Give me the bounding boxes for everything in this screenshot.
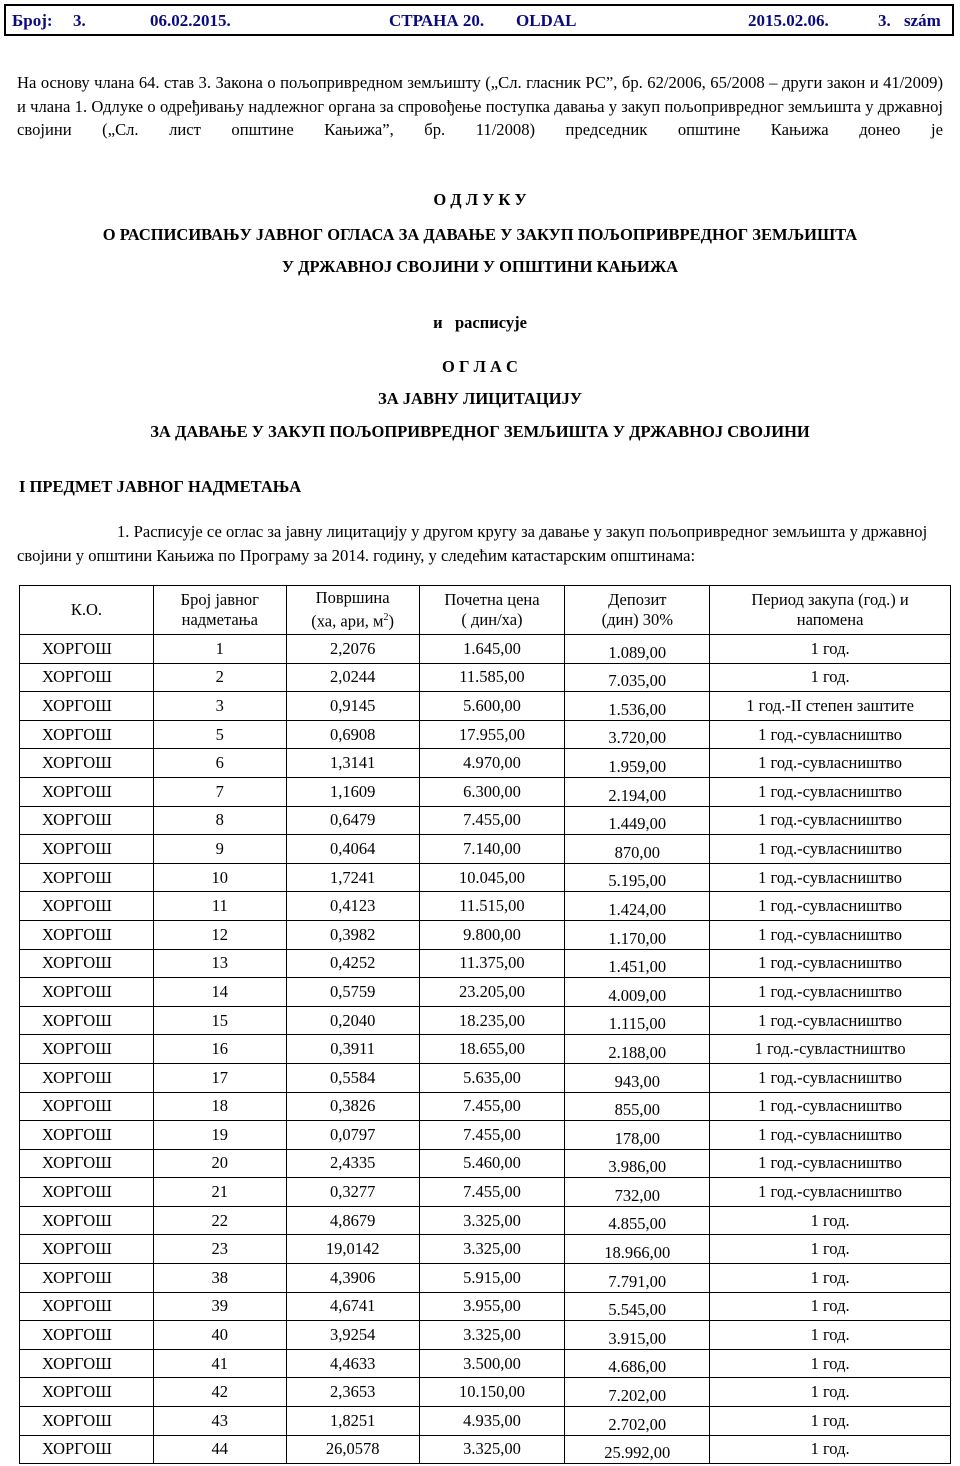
cell-note: 1 год. [710, 635, 951, 664]
cell-number: 11 [153, 892, 286, 921]
cell-note: 1 год.-сувласништво [710, 920, 951, 949]
cell-number: 23 [153, 1235, 286, 1264]
cell-area: 0,9145 [286, 692, 419, 721]
cell-number: 3 [153, 692, 286, 721]
cell-area: 0,2040 [286, 1006, 419, 1035]
table-row [20, 1206, 951, 1235]
cell-ko: ХОРГОШ [20, 692, 154, 721]
cell-note: 1 год. [710, 1235, 951, 1264]
cell-deposit: 1.449,00 [565, 806, 710, 835]
cell-price: 3.500,00 [419, 1349, 565, 1378]
cell-area: 2,2076 [286, 635, 419, 664]
cell-number: 39 [153, 1292, 286, 1321]
cell-area: 1,1609 [286, 777, 419, 806]
cell-price: 5.460,00 [419, 1149, 565, 1178]
cell-area: 0,4064 [286, 835, 419, 864]
cell-deposit: 1.451,00 [565, 949, 710, 978]
cell-price: 4.970,00 [419, 749, 565, 778]
cell-number: 43 [153, 1407, 286, 1436]
cell-area: 4,4633 [286, 1349, 419, 1378]
cell-ko: ХОРГОШ [20, 1407, 154, 1436]
cell-price: 10.045,00 [419, 863, 565, 892]
table-row [20, 1092, 951, 1121]
cell-price: 6.300,00 [419, 777, 565, 806]
cell-note: 1 год. [710, 1321, 951, 1350]
cell-ko: ХОРГОШ [20, 1149, 154, 1178]
cell-note: 1 год.-сувласништво [710, 720, 951, 749]
table-row [20, 892, 951, 921]
cell-price: 3.325,00 [419, 1435, 565, 1464]
cell-area: 26,0578 [286, 1435, 419, 1464]
cell-price: 3.955,00 [419, 1292, 565, 1321]
cell-ko: ХОРГОШ [20, 1321, 154, 1350]
cell-deposit: 2.194,00 [565, 777, 710, 806]
cell-area: 3,9254 [286, 1321, 419, 1350]
cell-ko: ХОРГОШ [20, 1264, 154, 1293]
cell-note: 1 год. [710, 1435, 951, 1464]
cell-price: 7.455,00 [419, 1178, 565, 1207]
header-area: Површина (ха, ари, $м^2$) [286, 586, 419, 635]
cell-note: 1 год. [710, 1206, 951, 1235]
cell-area: 0,4123 [286, 892, 419, 921]
table-row [20, 635, 951, 664]
cell-price: 7.455,00 [419, 1121, 565, 1150]
notice-subtitle-2: ЗА ДАВАЊЕ У ЗАКУП ПОЉОПРИВРЕДНОГ ЗЕМЉИШТА У ДРЖАВНОЈ СВОЈИНИ [150, 422, 810, 441]
decision-subtitle-1: О РАСПИСИВАЊУ ЈАВНОГ ОГЛАСА ЗА ДАВАЊЕ У ЗАКУП ПОЉОПРИВРЕДНОГ ЗЕМЉИШТА [102, 225, 858, 244]
cell-note: 1 год.-сувласништво [710, 1092, 951, 1121]
cell-price: 9.800,00 [419, 920, 565, 949]
cell-deposit: 4.686,00 [565, 1349, 710, 1378]
cell-deposit: 18.966,00 [565, 1235, 710, 1264]
table-row [20, 1292, 951, 1321]
cell-deposit: 943,00 [565, 1063, 710, 1092]
issue-label-hu: szám [904, 11, 941, 30]
cell-area: 0,5584 [286, 1063, 419, 1092]
cell-price: 5.600,00 [419, 692, 565, 721]
cell-deposit: 25.992,00 [565, 1435, 710, 1464]
table-row [20, 1264, 951, 1293]
cell-area: 0,3982 [286, 920, 419, 949]
cell-number: 6 [153, 749, 286, 778]
cell-area: 0,3826 [286, 1092, 419, 1121]
cell-number: 5 [153, 720, 286, 749]
cell-price: 7.140,00 [419, 835, 565, 864]
cell-note: 1 год.-сувласништво [710, 749, 951, 778]
cell-ko: ХОРГОШ [20, 1292, 154, 1321]
cell-number: 9 [153, 835, 286, 864]
cell-number: 15 [153, 1006, 286, 1035]
cell-note: 1 год.-сувласништво [710, 806, 951, 835]
cell-price: 1.645,00 [419, 635, 565, 664]
cell-number: 7 [153, 777, 286, 806]
cell-note: 1 год.-сувласништво [710, 1178, 951, 1207]
cell-note: 1 год. [710, 1378, 951, 1407]
cell-area: 0,4252 [286, 949, 419, 978]
cell-ko: ХОРГОШ [20, 1235, 154, 1264]
cell-ko: ХОРГОШ [20, 635, 154, 664]
cell-area: 4,6741 [286, 1292, 419, 1321]
cell-area: 0,6479 [286, 806, 419, 835]
cell-deposit: 1.115,00 [565, 1006, 710, 1035]
cell-price: 4.935,00 [419, 1407, 565, 1436]
cell-deposit: 1.424,00 [565, 892, 710, 921]
cell-price: 10.150,00 [419, 1378, 565, 1407]
table-row [20, 949, 951, 978]
cell-deposit: 732,00 [565, 1178, 710, 1207]
cell-deposit: 7.035,00 [565, 663, 710, 692]
cell-number: 14 [153, 978, 286, 1007]
cell-number: 20 [153, 1149, 286, 1178]
cell-deposit: 4.009,00 [565, 978, 710, 1007]
cell-note: 1 год.-сувласништво [710, 949, 951, 978]
cell-ko: ХОРГОШ [20, 1349, 154, 1378]
table-row [20, 1407, 951, 1436]
cell-area: 2,4335 [286, 1149, 419, 1178]
cell-ko: ХОРГОШ [20, 863, 154, 892]
table-row [20, 835, 951, 864]
cell-ko: ХОРГОШ [20, 1035, 154, 1064]
cell-ko: ХОРГОШ [20, 749, 154, 778]
cell-number: 10 [153, 863, 286, 892]
cell-price: 3.325,00 [419, 1321, 565, 1350]
page-header [4, 4, 954, 36]
cell-deposit: 5.195,00 [565, 863, 710, 892]
cell-area: 0,0797 [286, 1121, 419, 1150]
cell-note: 1 год. [710, 1292, 951, 1321]
issue-number: 3. [73, 11, 86, 30]
cell-note: 1 год.-сувласништво [710, 863, 951, 892]
cell-area: 1,3141 [286, 749, 419, 778]
cell-deposit: 1.089,00 [565, 635, 710, 664]
cell-ko: ХОРГОШ [20, 835, 154, 864]
cell-note: 1 год.-сувласништво [710, 835, 951, 864]
table-row [20, 1435, 951, 1464]
table-row [20, 1063, 951, 1092]
cell-note: 1 год.-сувласништво [710, 1149, 951, 1178]
page-label-hu: OLDAL [516, 11, 577, 30]
cell-area: 2,0244 [286, 663, 419, 692]
cell-price: 3.325,00 [419, 1235, 565, 1264]
cell-price: 5.915,00 [419, 1264, 565, 1293]
cell-ko: ХОРГОШ [20, 777, 154, 806]
cell-deposit: 178,00 [565, 1121, 710, 1150]
table-row [20, 978, 951, 1007]
cell-note: 1 год. [710, 1349, 951, 1378]
header-price: Почетна цена ( дин/ха) [419, 586, 565, 635]
table-row [20, 1349, 951, 1378]
cell-deposit: 1.959,00 [565, 749, 710, 778]
cell-price: 3.325,00 [419, 1206, 565, 1235]
cell-note: 1 год. [710, 1407, 951, 1436]
cell-ko: ХОРГОШ [20, 806, 154, 835]
cell-number: 41 [153, 1349, 286, 1378]
cell-area: 19,0142 [286, 1235, 419, 1264]
header-number: Број јавног надметања [153, 586, 286, 635]
table-row [20, 1035, 951, 1064]
table-row [20, 1235, 951, 1264]
cell-price: 7.455,00 [419, 806, 565, 835]
cell-ko: ХОРГОШ [20, 920, 154, 949]
header-ko: К.О. [20, 586, 154, 635]
section-heading: I ПРЕДМЕТ ЈАВНОГ НАДМЕТАЊА [19, 477, 302, 496]
cell-number: 12 [153, 920, 286, 949]
cell-number: 2 [153, 663, 286, 692]
issue-date: 06.02.2015. [150, 11, 231, 30]
cell-price: 23.205,00 [419, 978, 565, 1007]
cell-area: 2,3653 [286, 1378, 419, 1407]
cell-price: 11.585,00 [419, 663, 565, 692]
cell-price: 18.655,00 [419, 1035, 565, 1064]
table-row [20, 777, 951, 806]
issue-label: Број: [12, 11, 53, 30]
cell-deposit: 2.188,00 [565, 1035, 710, 1064]
section-paragraph: 1. Расписује се оглас за јавну лицитацију у другом кругу за давање у закуп пољопривредног земљишта у државној својини у општини Кањижа по Програму за 2014. годину, у следећим катастарским општинама: [17, 522, 928, 565]
connector-text: и расписује [433, 313, 527, 332]
table-row [20, 663, 951, 692]
parcels-table [19, 585, 951, 1464]
cell-deposit: 3.915,00 [565, 1321, 710, 1350]
cell-deposit: 7.791,00 [565, 1264, 710, 1293]
cell-ko: ХОРГОШ [20, 949, 154, 978]
cell-ko: ХОРГОШ [20, 1206, 154, 1235]
cell-ko: ХОРГОШ [20, 720, 154, 749]
cell-number: 18 [153, 1092, 286, 1121]
cell-deposit: 5.545,00 [565, 1292, 710, 1321]
cell-ko: ХОРГОШ [20, 663, 154, 692]
cell-number: 40 [153, 1321, 286, 1350]
cell-ko: ХОРГОШ [20, 978, 154, 1007]
cell-price: 7.455,00 [419, 1092, 565, 1121]
cell-number: 44 [153, 1435, 286, 1464]
decision-title: О Д Л У К У [433, 190, 527, 209]
cell-area: 1,7241 [286, 863, 419, 892]
cell-area: 0,3277 [286, 1178, 419, 1207]
cell-number: 13 [153, 949, 286, 978]
cell-note: 1 год.-сувластништво [710, 1035, 951, 1064]
cell-area: 0,3911 [286, 1035, 419, 1064]
notice-title: О Г Л А С [442, 357, 518, 376]
cell-ko: ХОРГОШ [20, 1006, 154, 1035]
table-row [20, 692, 951, 721]
cell-deposit: 2.702,00 [565, 1407, 710, 1436]
cell-deposit: 1.536,00 [565, 692, 710, 721]
cell-number: 38 [153, 1264, 286, 1293]
cell-number: 1 [153, 635, 286, 664]
cell-area: 0,5759 [286, 978, 419, 1007]
header-deposit: Депозит (дин) 30% [565, 586, 710, 635]
cell-area: 4,3906 [286, 1264, 419, 1293]
cell-number: 21 [153, 1178, 286, 1207]
table-row [20, 1321, 951, 1350]
cell-deposit: 3.986,00 [565, 1149, 710, 1178]
cell-note: 1 год.-сувласништво [710, 1121, 951, 1150]
table-row [20, 1178, 951, 1207]
cell-note: 1 год.-сувласништво [710, 1006, 951, 1035]
cell-deposit: 1.170,00 [565, 920, 710, 949]
cell-price: 5.635,00 [419, 1063, 565, 1092]
table-row [20, 806, 951, 835]
cell-ko: ХОРГОШ [20, 1063, 154, 1092]
cell-price: 17.955,00 [419, 720, 565, 749]
table-row [20, 1378, 951, 1407]
table-row [20, 720, 951, 749]
cell-number: 17 [153, 1063, 286, 1092]
cell-deposit: 3.720,00 [565, 720, 710, 749]
table-header-row [20, 586, 951, 635]
cell-note: 1 год.-сувласништво [710, 978, 951, 1007]
table-row [20, 1006, 951, 1035]
table-row [20, 1149, 951, 1178]
cell-ko: ХОРГОШ [20, 1378, 154, 1407]
issue-number-hu: 3. [878, 11, 891, 30]
cell-ko: ХОРГОШ [20, 892, 154, 921]
cell-price: 11.515,00 [419, 892, 565, 921]
cell-note: 1 год. [710, 1264, 951, 1293]
cell-number: 19 [153, 1121, 286, 1150]
cell-number: 8 [153, 806, 286, 835]
cell-note: 1 год.-сувласништво [710, 1063, 951, 1092]
cell-price: 18.235,00 [419, 1006, 565, 1035]
table-row [20, 749, 951, 778]
cell-ko: ХОРГОШ [20, 1121, 154, 1150]
cell-note: 1 год.-II степен заштите [710, 692, 951, 721]
cell-price: 11.375,00 [419, 949, 565, 978]
cell-ko: ХОРГОШ [20, 1435, 154, 1464]
cell-deposit: 870,00 [565, 835, 710, 864]
cell-deposit: 7.202,00 [565, 1378, 710, 1407]
cell-number: 42 [153, 1378, 286, 1407]
cell-note: 1 год.-сувласништво [710, 777, 951, 806]
table-row [20, 863, 951, 892]
notice-subtitle-1: ЗА ЈАВНУ ЛИЦИТАЦИЈУ [378, 389, 582, 408]
cell-deposit: 4.855,00 [565, 1206, 710, 1235]
cell-ko: ХОРГОШ [20, 1178, 154, 1207]
intro-paragraph: На основу члана 64. став 3. Закона о пољопривредном земљишту („Сл. гласник РС”, бр. 62/2006, 65/2008 – други закон и 41/2009) и члана 1. Одлуке о одређивању надлежног органа за спровођење поступка давања у закуп пољопривредног земљишта у државној својини („Сл. лист општине Кањижа”, бр. 11/2008) председник општине Кањижа донео је [17, 73, 943, 139]
decision-subtitle-2: У ДРЖАВНОЈ СВОЈИНИ У ОПШТИНИ КАЊИЖА [281, 257, 679, 276]
issue-date-hu: 2015.02.06. [748, 11, 829, 30]
table-row [20, 920, 951, 949]
cell-number: 22 [153, 1206, 286, 1235]
cell-note: 1 год. [710, 663, 951, 692]
cell-note: 1 год.-сувласништво [710, 892, 951, 921]
cell-number: 16 [153, 1035, 286, 1064]
cell-area: 1,8251 [286, 1407, 419, 1436]
cell-ko: ХОРГОШ [20, 1092, 154, 1121]
header-period: Период закупа (год.) и напомена [710, 586, 951, 635]
page-label-sr: СТРАНА 20. [389, 11, 485, 30]
table-row [20, 1121, 951, 1150]
cell-area: 4,8679 [286, 1206, 419, 1235]
cell-area: 0,6908 [286, 720, 419, 749]
cell-deposit: 855,00 [565, 1092, 710, 1121]
